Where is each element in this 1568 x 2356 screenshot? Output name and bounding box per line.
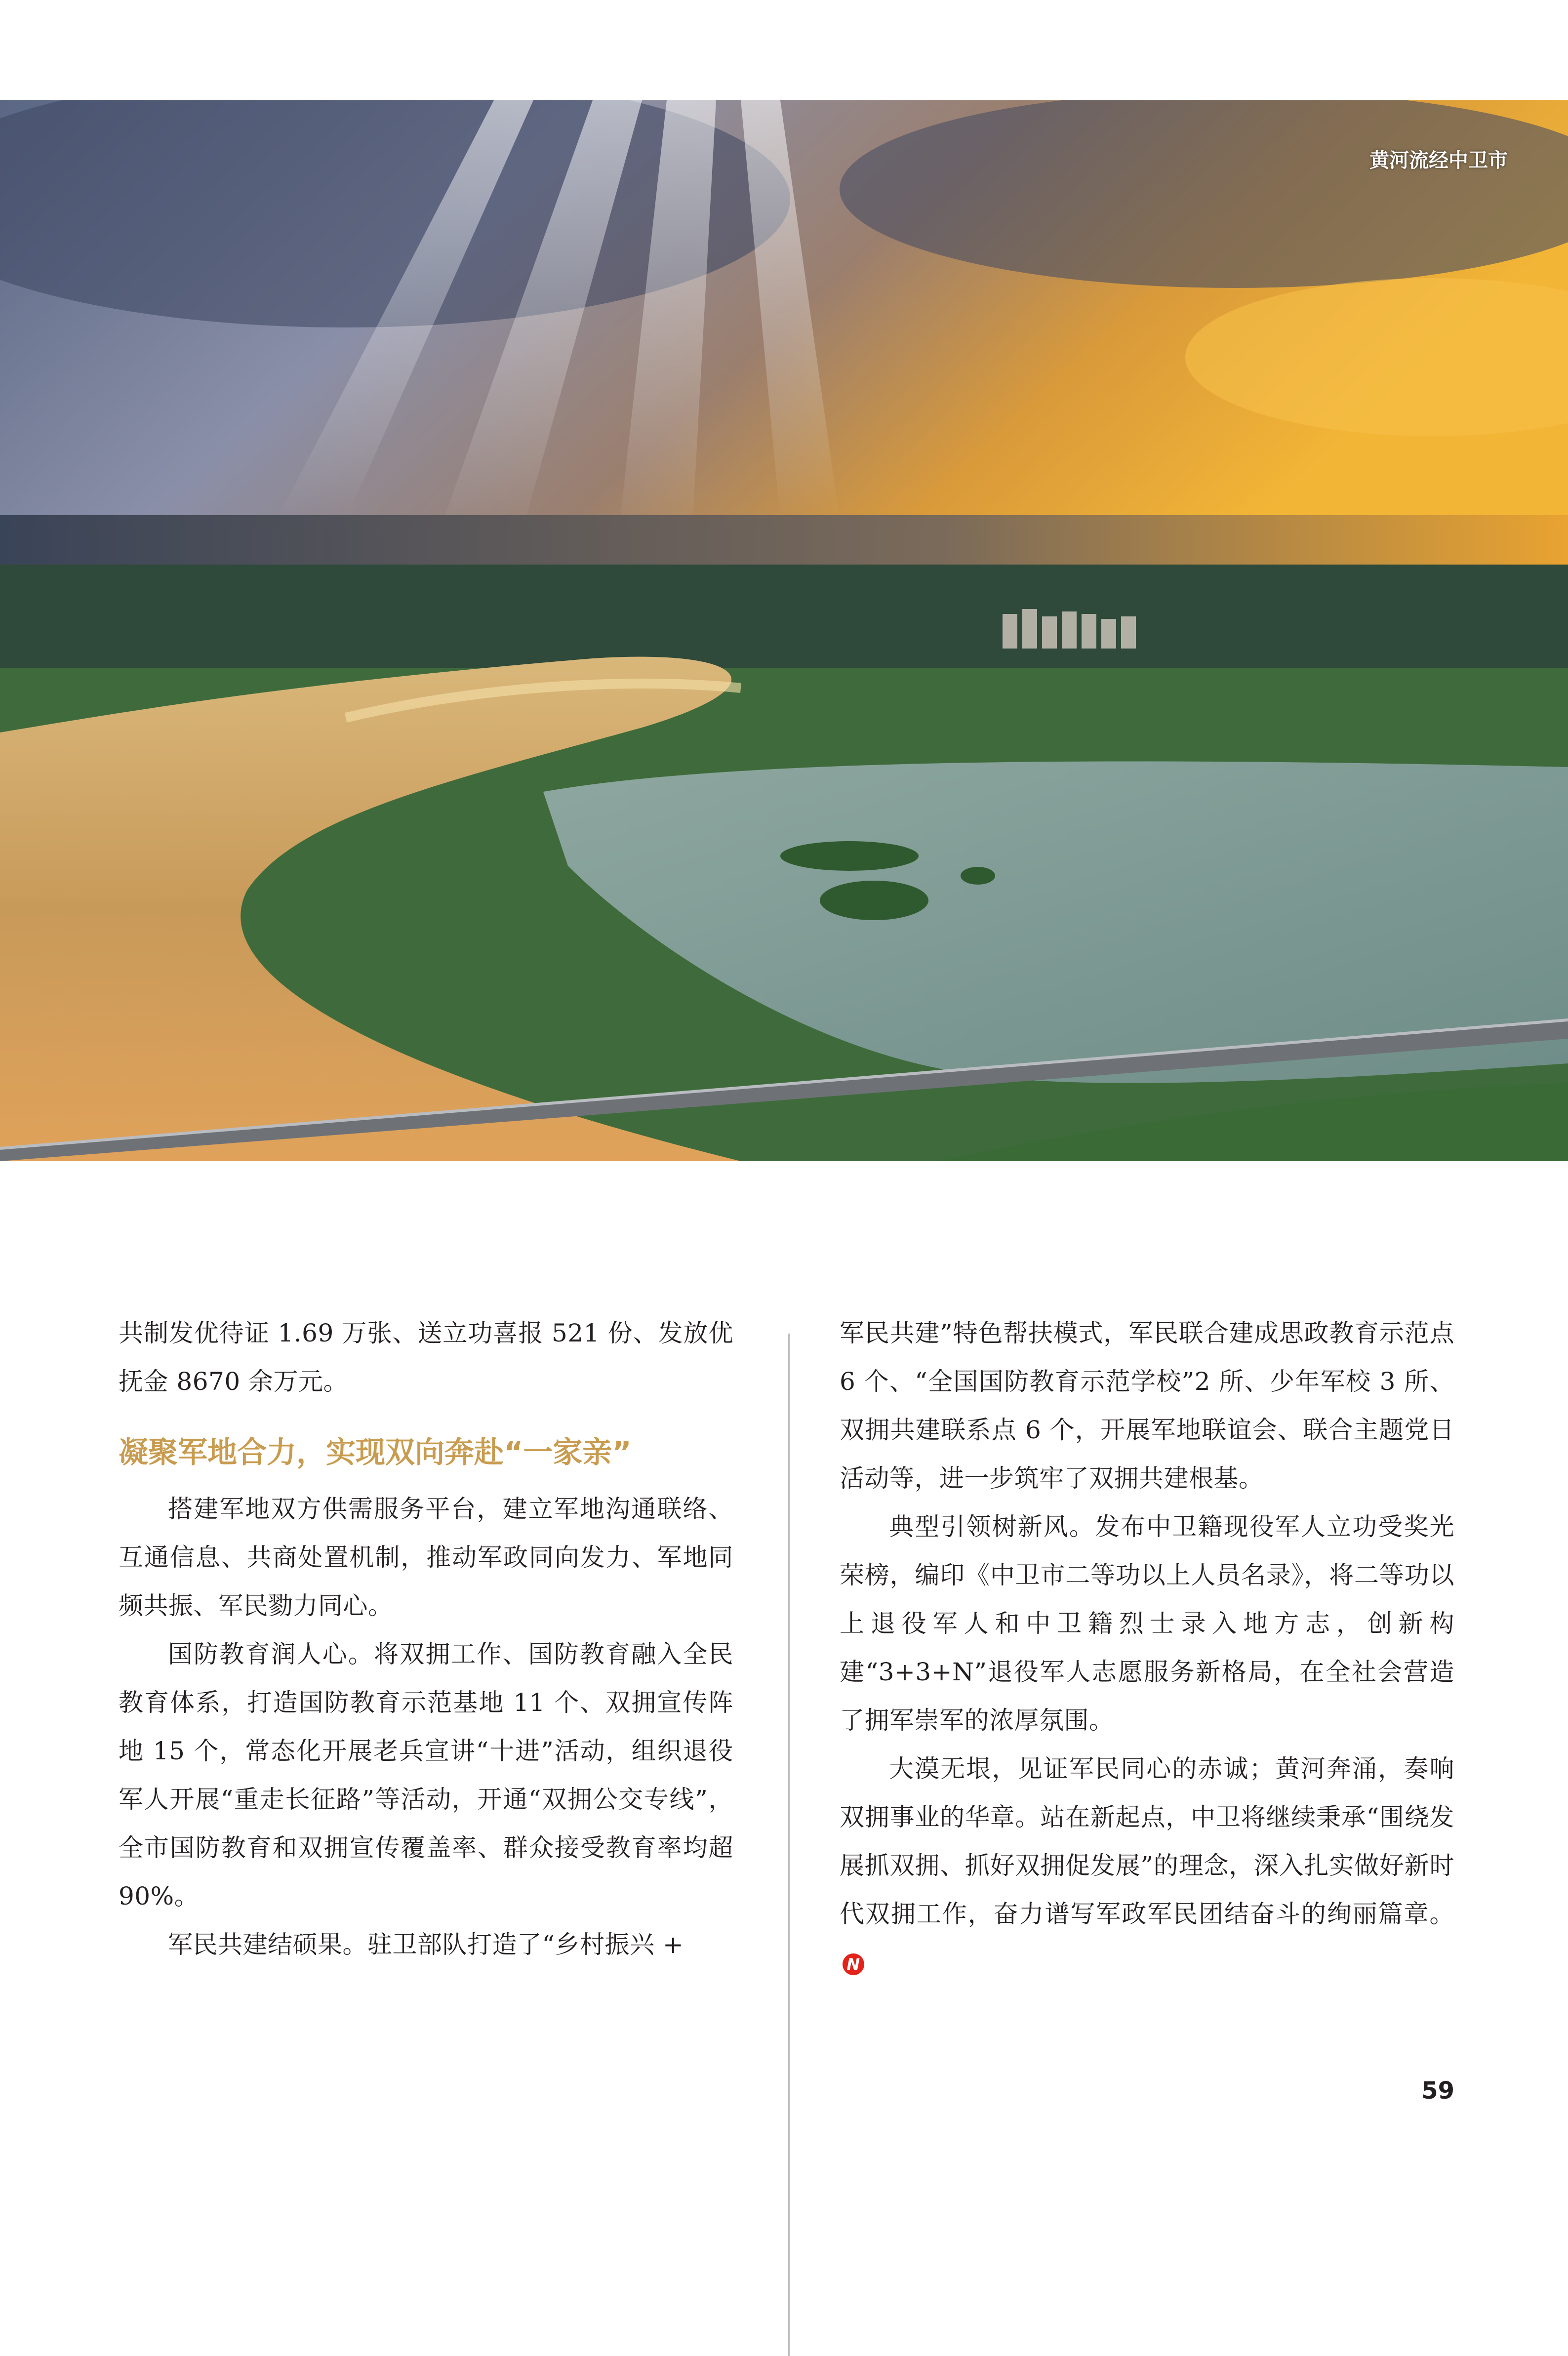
closing-paragraph	[840, 1745, 1454, 1987]
paragraph: 军民共建结硕果。驻卫部队打造了“乡村振兴 +	[168, 1930, 684, 1959]
left-column	[119, 1309, 733, 1969]
paragraph-continued: 军民共建”特色帮扶模式，军民联合建成思政教育示范点 6 个、“全国国防教育示范学校”2 所、少年军校 3 所、双拥共建联系点 6 个，开展军地联谊会、联合主题党日活动等，进一步筑牢了双拥共建根基。	[840, 1319, 1454, 1493]
right-column	[840, 1309, 1454, 1987]
end-of-article-icon: N	[843, 1953, 864, 1975]
page-number: 59	[1421, 2077, 1454, 2105]
photo-illustration	[0, 100, 1568, 1161]
paragraph: 典型引领树新风。发布中卫籍现役军人立功受奖光荣榜，编印《中卫市二等功以上人员名录》，将二等功以上退役军人和中卫籍烈士录入地方志，创新构建“3+3+N”退役军人志愿服务新格局，在全社会营造了拥军崇军的浓厚氛围。	[840, 1512, 1454, 1735]
paragraph-continued: 共制发优待证 1.69 万张、送立功喜报 521 份、发放优抚金 8670 余万元。	[119, 1319, 733, 1396]
column-divider	[788, 1334, 790, 2356]
paragraph: 国防教育润人心。将双拥工作、国防教育融入全民教育体系，打造国防教育示范基地 11 个、双拥宣传阵地 15 个，常态化开展老兵宣讲“十进”活动，组织退役军人开展“重走长征路”等活动，开通“双拥公交专线”，全市国防教育和双拥宣传覆盖率、群众接受教育率均超 90%。	[119, 1640, 733, 1910]
yellow-river-aerial-photo	[0, 100, 1568, 1161]
closing-paragraph-text: 大漠无垠，见证军民同心的赤诚；黄河奔涌，奏响双拥事业的华章。站在新起点，中卫将继续秉承“围绕发展抓双拥、抓好双拥促发展”的理念，深入扎实做好新时代双拥工作，奋力谱写军政军民团结奋斗的绚丽篇章。	[840, 1754, 1454, 1928]
photo-caption: 黄河流经中卫市	[1369, 149, 1508, 172]
paragraph: 搭建军地双方供需服务平台，建立军地沟通联络、互通信息、共商处置机制，推动军政同向发力、军地同频共振、军民勠力同心。	[119, 1495, 733, 1620]
section-heading: 凝聚军地合力，实现双向奔赴“一家亲”	[119, 1435, 632, 1470]
